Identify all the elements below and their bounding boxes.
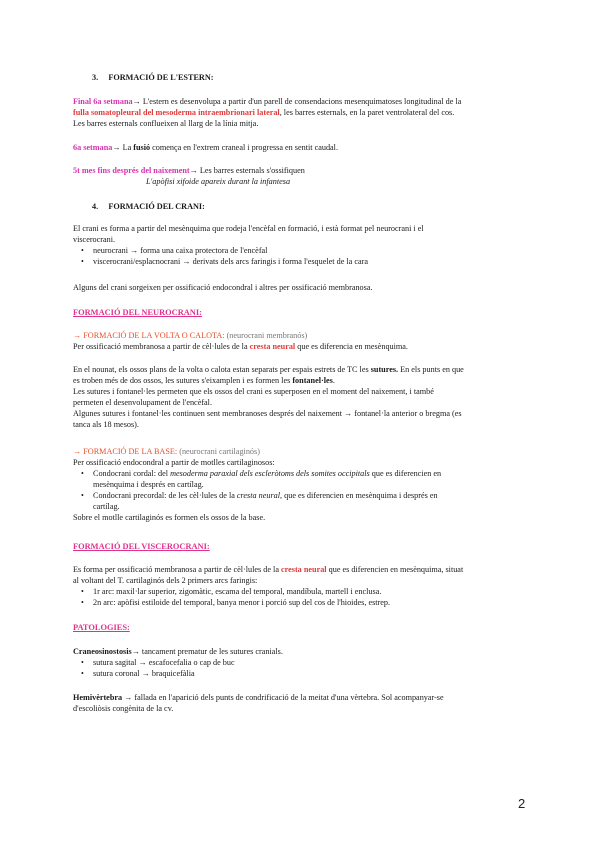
base-list (73, 468, 533, 512)
neurocrani-title: FORMACIÓ DEL NEUROCRANI: (73, 308, 202, 317)
list-item: • Condocrani precordal: de les cèl·lules de la cresta neural, que es diferencien en mesènquima i després en cartílag. (93, 490, 533, 512)
craneosinostosis-block: Craneosinostosis→ tancament prematur de les sutures cranials. • sutura sagital → escafocefalia o cap de buc • sutura coronal → braquicefàlia (73, 646, 533, 679)
list-item: • sutura sagital → escafocefalia o cap de buc (93, 657, 533, 668)
section-heading-crani: 4. FORMACIÓ DEL CRANI: (92, 202, 205, 211)
list-item: • 2n arc: apòfisi estiloide del temporal, banya menor i porció sup del cos de l'hioides, estrep. (93, 597, 533, 608)
viscerocrani-list (73, 586, 533, 608)
crani-list (73, 245, 533, 267)
list-item: • sutura coronal → braquicefàlia (93, 668, 533, 679)
viscerocrani-title: FORMACIÓ DEL VISCEROCRANI: (73, 542, 210, 551)
list-item: • neurocrani → forma una caixa protectora de l'encèfal (93, 245, 533, 256)
estern-paragraph-2: 6a setmana→ La fusió comença en l'extrem craneal i progressa en sentit caudal. (73, 143, 338, 152)
patologies-title: PATOLOGIES: (73, 623, 130, 632)
hemivertebra-block: Hemivèrtebra → fallada en l'aparició dels punts de condrificació de la meitat d'una vèrtebra. Sol acompanyar-se d'escoliòsis congènita de la cv. (73, 693, 444, 713)
volta-block: → FORMACIÓ DE LA VOLTA O CALOTA: (neurocrani membranós) Per ossificació membranosa a partir de cèl·lules de la cresta neural que es diferencia en mesènquima. (73, 331, 408, 351)
page-number: 2 (518, 796, 526, 811)
section-heading-estern: 3. FORMACIÓ DE L'ESTERN: (92, 73, 214, 82)
nounat-block: En el nounat, els ossos plans de la volta o calota estan separats per espais estrets de TC les sutures. En els punts en que es troben més de dos ossos, les sutures s'eixamplen i es formen les fontanel·les. Les sutures i fontanel·les permeten que els ossos del crani es superposen en el moment del naixement, i també permeten el desenvolupament de l'encèfal. Algunes sutures i fontanel·les continuen sent membranoses després del naixement → fontanel·la anterior o bregma (es tanca als 18 mesos). (73, 365, 464, 429)
viscerocrani-block: Es forma per ossificació membranosa a partir de cèl·lules de la cresta neural que es diferencien en mesènquima, situat al voltant del T. cartilaginós dels 2 primers arcs faringis: • 1r arc: maxil·lar superior, zigomàtic, escama del temporal, mandíbula, martell i enclusa. • 2n arc: apòfisi estiloide del temporal, banya menor i porció sup del cos de l'hioides, estrep. (73, 564, 533, 608)
base-block: → FORMACIÓ DE LA BASE: (neurocrani cartilaginós) Per ossificació endocondral a partir de motlles cartilaginosos: • Condocrani cordal: del mesoderma paraxial dels escleròtoms dels somites occipitals que es diferencien en mesènquima i després en cartílag. • Condocrani precordal: de les cèl·lules de la cresta neural, que es diferencien en mesènquima i després en cartílag. Sobre el motlle cartilaginós es formen els ossos de la base. (73, 446, 533, 523)
list-item: • 1r arc: maxil·lar superior, zigomàtic, escama del temporal, mandíbula, martell i enclusa. (93, 586, 533, 597)
patologies-list (73, 657, 533, 679)
estern-paragraph-3: 5t mes fins després del naixement→ Les barres esternals s'ossifiquen L'apòfisi xifoide apareix durant la infantesa (73, 166, 305, 186)
list-item: • viscerocrani/esplacnocrani → derivats dels arcs faringis i forma l'esquelet de la cara (93, 256, 533, 267)
list-item: • Condocrani cordal: del mesoderma paraxial dels escleròtoms dels somites occipitals que es diferencien en mesènquima i després en cartílag. (93, 468, 533, 490)
crani-ossificacio: Alguns del crani sorgeixen per ossificació endocondral i altres per ossificació membranosa. (73, 283, 373, 292)
crani-intro: El crani es forma a partir del mesènquima que rodeja l'encèfal en formació, i està format pel neurocrani i el viscerocrani. • neurocrani → forma una caixa protectora de l'encèfal • viscerocrani/esplacnocrani → derivats dels arcs faringis i forma l'esquelet de la cara (73, 223, 533, 267)
estern-paragraph-1: Final 6a setmana→ L'estern es desenvolupa a partir d'un parell de consendacions mesenquimatoses longitudinal de la fulla somatopleural del mesoderma intraembrionari lateral, les barres esternals, en la paret ventrolateral del cos. Les barres esternals conflueixen al llarg de la línia mitja. (73, 97, 462, 128)
